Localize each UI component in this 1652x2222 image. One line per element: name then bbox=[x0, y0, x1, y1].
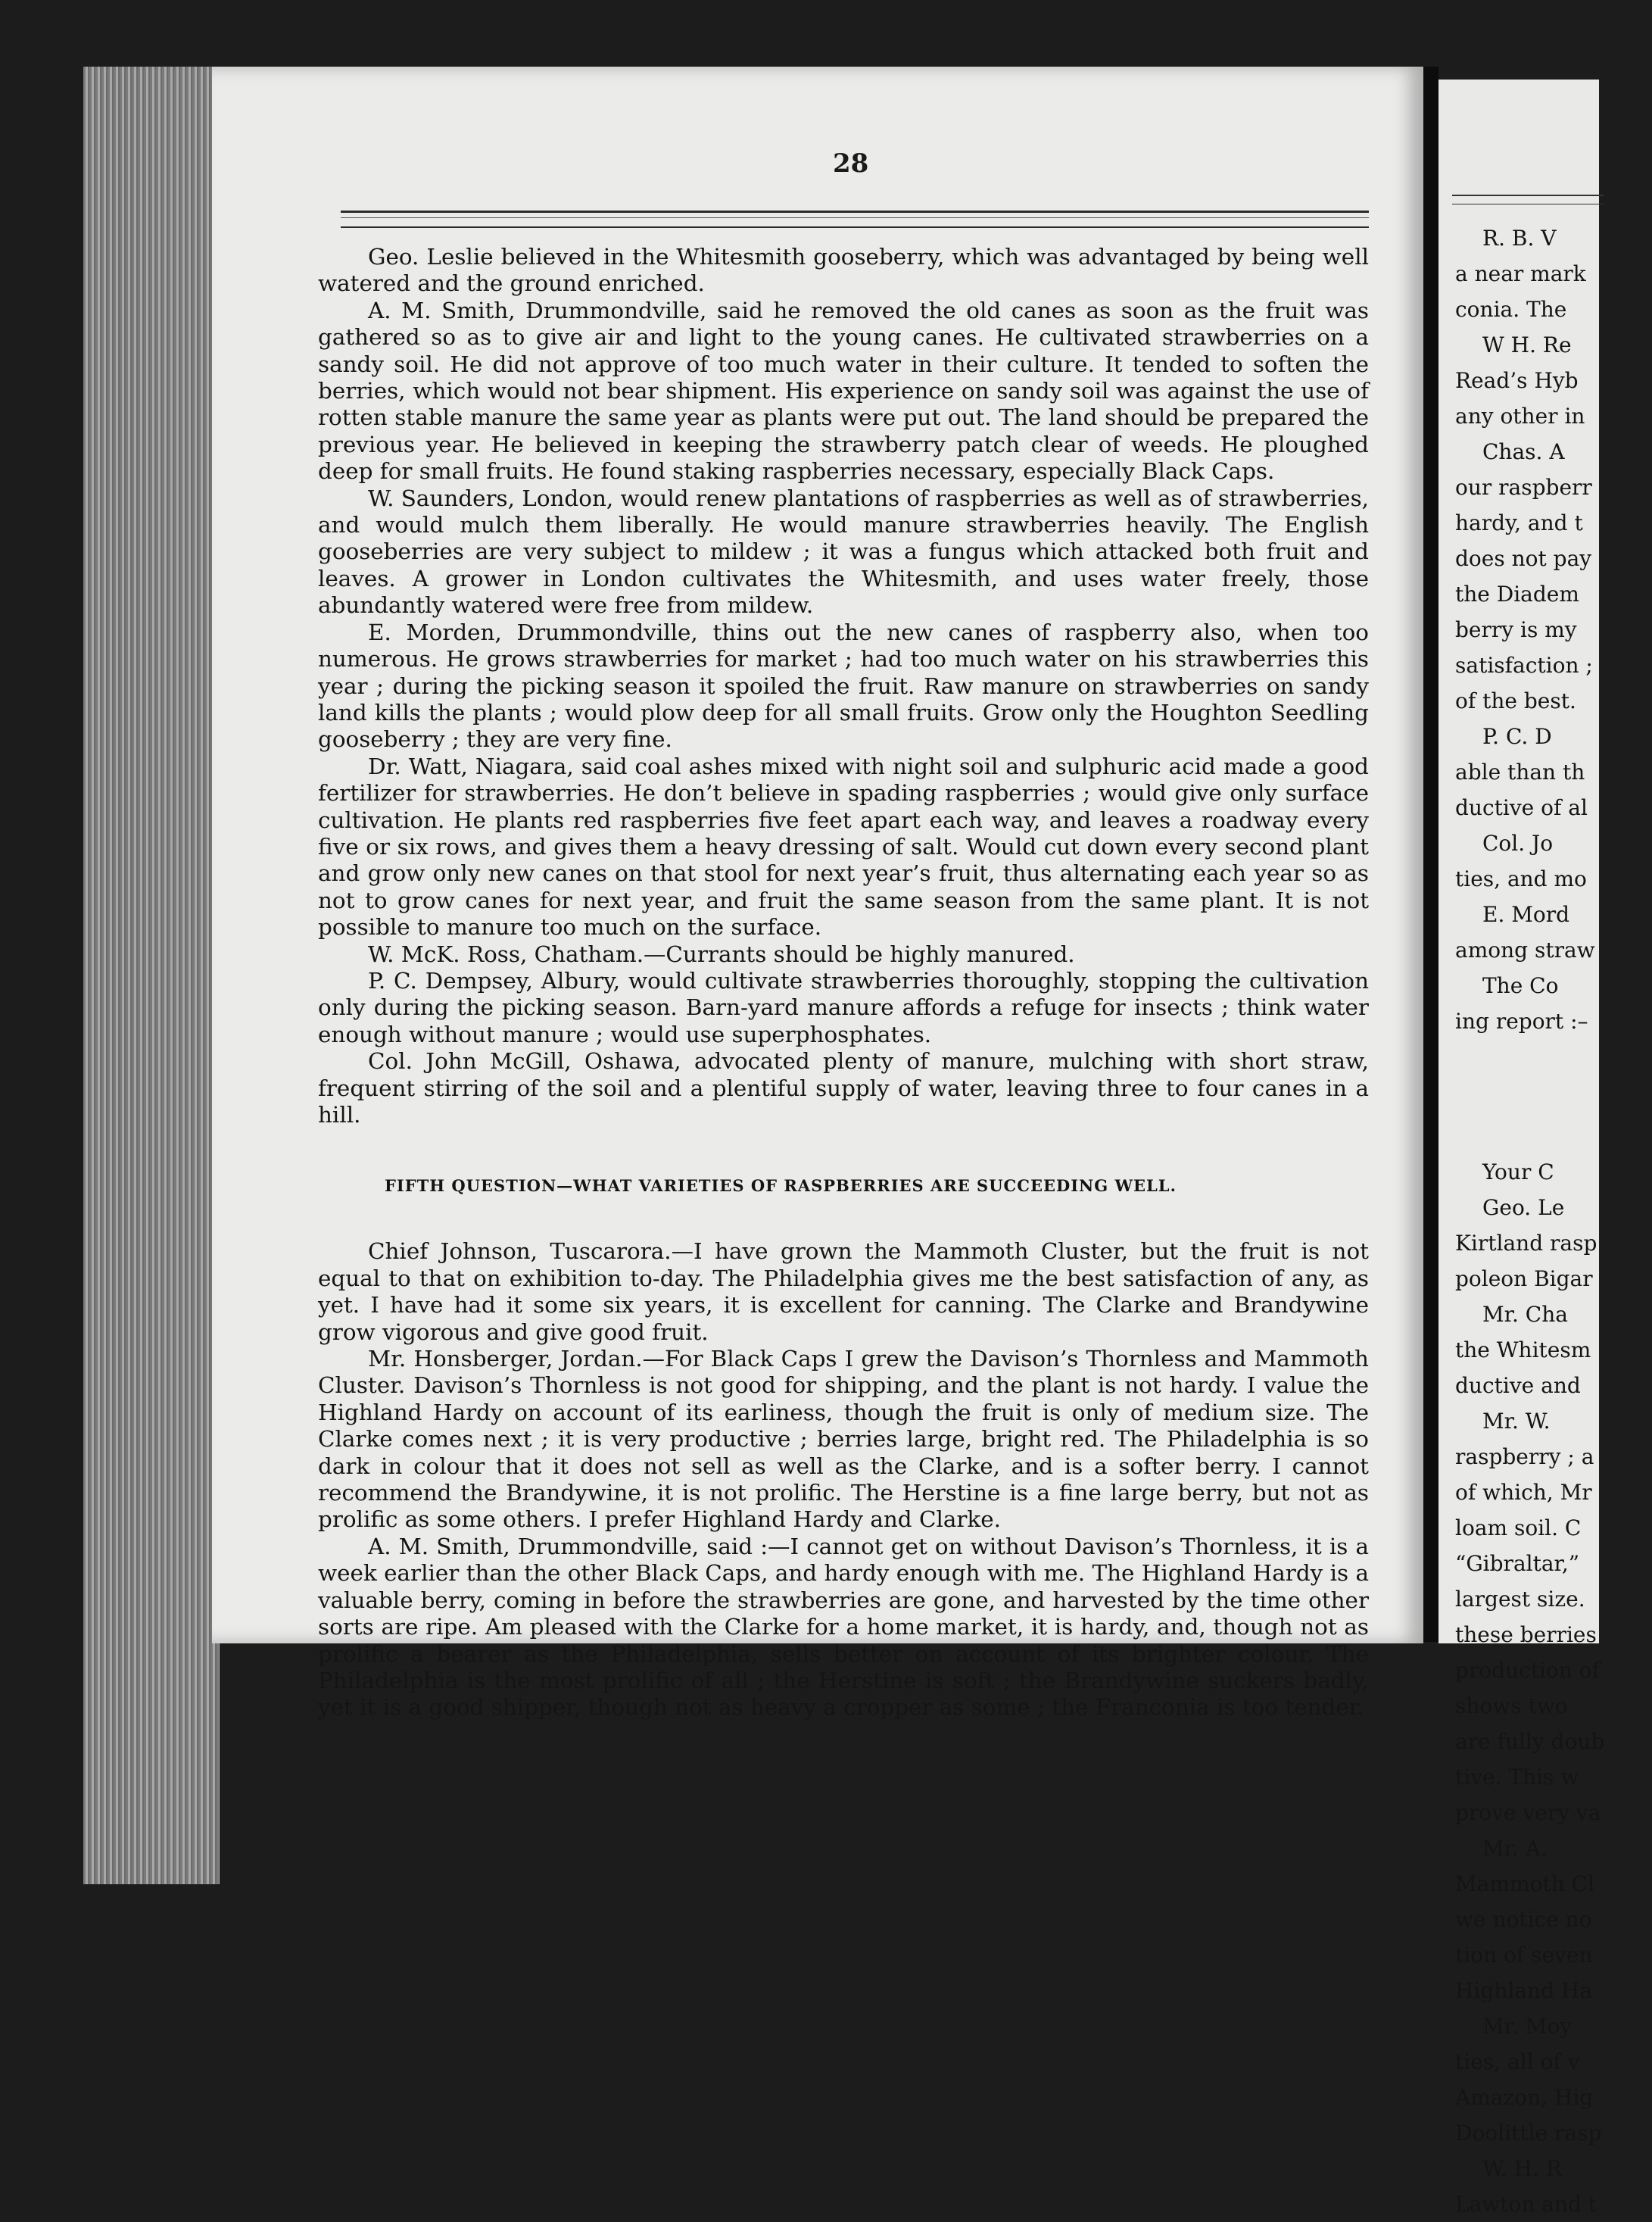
facing-page-line: hardy, and t bbox=[1455, 510, 1583, 535]
facing-page-line: are fully doub bbox=[1455, 1729, 1605, 1754]
facing-page-line: berry is my bbox=[1455, 617, 1577, 642]
facing-page-line: tive. This w bbox=[1455, 1765, 1579, 1790]
facing-page-line: the Whitesm bbox=[1455, 1337, 1591, 1362]
paragraph: W. McK. Ross, Chatham.—Currants should be highly manured. bbox=[368, 941, 1075, 967]
book-page-edges bbox=[83, 67, 220, 1884]
facing-page-line: R. B. V bbox=[1482, 226, 1557, 251]
facing-page-line: a near mark bbox=[1455, 261, 1586, 286]
facing-page-line: E. Mord bbox=[1482, 902, 1570, 927]
facing-page-line: Mr. A. bbox=[1482, 1836, 1548, 1861]
facing-page-line: Your C bbox=[1482, 1159, 1554, 1184]
facing-page-line: P. C. D bbox=[1482, 724, 1552, 749]
facing-page-line: of which, Mr bbox=[1455, 1480, 1592, 1505]
facing-page-line: Amazon, Hig bbox=[1455, 2085, 1594, 2110]
facing-page-line: ductive and bbox=[1455, 1373, 1581, 1398]
paragraph: A. M. Smith, Drummondville, said :—I cannot get on without Davison’s Thornless, it is a week earlier than the other Black Caps, and hardy enough with me. The Highland Hardy is a valuable berry, coming in before the strawberries are gone, and harvested by the time other sorts are ripe. Am pleased with the Clarke for a home market, it is hardy, and, though not as prolific a bearer as the Philadelphia, sells better on account of its brighter colour. The Philadelphia is the most prolific of all ; the Herstine is soft ; the Brandywine suckers badly, yet it is a good shipper, though not as heavy a cropper as some ; the Franconia is too tender. bbox=[318, 1533, 1369, 1721]
facing-page-text bbox=[1455, 220, 1652, 2222]
facing-page-line: Doolittle rasp bbox=[1455, 2121, 1602, 2146]
facing-page-line: tion of seven bbox=[1455, 1943, 1593, 1968]
facing-page-line: “Gibraltar,” bbox=[1455, 1551, 1580, 1576]
facing-page bbox=[1438, 80, 1605, 2217]
facing-page-line: Mr. Moy bbox=[1482, 2014, 1573, 2039]
facing-page-line: shows two bbox=[1455, 1693, 1568, 1718]
facing-page-line: among straw bbox=[1455, 938, 1595, 963]
facing-page-line: the Diadem bbox=[1455, 582, 1579, 607]
facing-page-line: Mr. W. bbox=[1482, 1409, 1551, 1434]
facing-page-line: Mr. Cha bbox=[1482, 1302, 1568, 1327]
paragraph: E. Morden, Drummondville, thins out the new canes of raspberry also, when too numerous. He grows strawberries for market ; had too much water on his strawberries this year ; during the picking season it spoiled the fruit. Raw manure on strawberries on sandy land kills the plants ; would plow deep for all small fruits. Grow only the Houghton Seedling gooseberry ; they are very fine. bbox=[318, 619, 1369, 753]
facing-page-line: any other in bbox=[1455, 404, 1585, 429]
facing-page-line: Read’s Hyb bbox=[1455, 368, 1579, 393]
facing-page-line: W H. Re bbox=[1482, 332, 1572, 357]
page-body bbox=[318, 244, 1369, 1721]
facing-page-line: able than th bbox=[1455, 760, 1585, 785]
paragraph: P. C. Dempsey, Albury, would cultivate strawberries thoroughly, stopping the cultivation only during the picking season. Barn-yard manure affords a refuge for insects ; think water enough without manure ; would use superphosphates. bbox=[318, 967, 1369, 1047]
facing-page-line: Lawton and t bbox=[1455, 2192, 1597, 2217]
facing-page-line: ties, and mo bbox=[1455, 866, 1587, 891]
facing-page-line: Mammoth Cl bbox=[1455, 1871, 1594, 1896]
paragraph: A. M. Smith, Drummondville, said he removed the old canes as soon as the fruit was gathered so as to give air and light to the young canes. He cultivated strawberries on a sandy soil. He did not approve of too much water in their culture. It tended to soften the berries, which would not bear shipment. His experience on sandy soil was against the use of rotten stable manure the same year as plants were put out. The land should be prepared the previous year. He believed in keeping the strawberry patch clear of weeds. He ploughed deep for small fruits. He found staking raspberries necessary, especially Black Caps. bbox=[318, 297, 1369, 485]
paragraph: Col. John McGill, Oshawa, advocated plenty of manure, mulching with short straw, frequent stirring of the soil and a plentiful supply of water, leaving three to four canes in a hill. bbox=[318, 1048, 1369, 1128]
facing-header-rule bbox=[1452, 195, 1604, 204]
facing-page-line: of the best. bbox=[1455, 688, 1576, 713]
facing-page-line: The Co bbox=[1482, 973, 1559, 998]
paragraph: W. Saunders, London, would renew plantations of raspberries as well as of strawberries, and would mulch them liberally. He would manure strawberries heavily. The English gooseberries are very subject to mildew ; it was a fungus which attacked both fruit and leaves. A grower in London cultivates the Whitesmith, and uses water freely, those abundantly watered were free from mildew. bbox=[318, 485, 1369, 619]
facing-page-line: these berries bbox=[1455, 1622, 1597, 1647]
facing-page-line: Geo. Le bbox=[1482, 1195, 1565, 1220]
facing-page-line: Kirtland rasp bbox=[1455, 1231, 1597, 1256]
facing-page-line: poleon Bigar bbox=[1455, 1266, 1593, 1291]
facing-page-line: prove very va bbox=[1455, 1800, 1601, 1825]
paragraph: Dr. Watt, Niagara, said coal ashes mixed with night soil and sulphuric acid made a good fertilizer for strawberries. He don’t believe in spading raspberries ; would give only surface cultivation. He plants red raspberries five feet apart each way, and leaves a roadway every five or six rows, and gives them a heavy dressing of salt. Would cut down every second plant and grow only new canes on that stool for next year’s fruit, thus alternating each year so as not to grow canes for next year, and fruit the same season from the same plant. It is not possible to manure too much on the surface. bbox=[318, 753, 1369, 941]
facing-page-line: W. H. R bbox=[1482, 2156, 1562, 2181]
facing-page-line: ductive of al bbox=[1455, 795, 1588, 820]
paragraph: Geo. Leslie believed in the Whitesmith gooseberry, which was advantaged by being well watered and the ground enriched. bbox=[318, 244, 1369, 297]
paragraph: Chief Johnson, Tuscarora.—I have grown the Mammoth Cluster, but the fruit is not equal to that on exhibition to-day. The Philadelphia gives me the best satisfaction of any, as yet. I have had it some six years, it is excellent for canning. The Clarke and Brandywine grow vigorous and give good fruit. bbox=[318, 1238, 1369, 1345]
facing-page-line bbox=[1455, 1097, 1652, 1154]
facing-page-line: satisfaction ; bbox=[1455, 653, 1593, 678]
header-rule bbox=[341, 211, 1369, 228]
facing-page-line: loam soil. C bbox=[1455, 1515, 1582, 1540]
facing-page-line: Col. Jo bbox=[1482, 831, 1554, 856]
facing-page-line: we notice no bbox=[1455, 1907, 1592, 1932]
page-number: 28 bbox=[833, 148, 869, 179]
facing-page-line: ties, all of v bbox=[1455, 2049, 1580, 2074]
facing-page-line: our raspberr bbox=[1455, 475, 1592, 500]
facing-page-line: Highland Ha bbox=[1455, 1978, 1592, 2003]
book-gutter bbox=[1423, 67, 1438, 1642]
facing-page-line: largest size. bbox=[1455, 1587, 1585, 1612]
facing-page-line: Chas. A bbox=[1482, 439, 1565, 464]
facing-page-line: raspberry ; a bbox=[1455, 1444, 1594, 1469]
section-heading: FIFTH QUESTION—WHAT VARIETIES OF RASPBERRIES ARE SUCCEEDING WELL. bbox=[385, 1176, 1177, 1196]
facing-page-line: production of bbox=[1455, 1658, 1601, 1683]
facing-page-line bbox=[1455, 1039, 1652, 1097]
paragraph: Mr. Honsberger, Jordan.—For Black Caps I grew the Davison’s Thornless and Mammoth Cluster. Davison’s Thornless is not good for shipping, and the plant is not hardy. I value the Highland Hardy on account of its earliness, though the fruit is only of medium size. The Clarke comes next ; it is very productive ; berries large, bright red. The Philadelphia is so dark in colour that it does not sell as well as the Clarke, and is a softer berry. I cannot recommend the Brandywine, it is not prolific. The Herstine is a fine large berry, but not as prolific as some others. I prefer Highland Hardy and Clarke. bbox=[318, 1346, 1369, 1533]
facing-page-line: conia. The bbox=[1455, 297, 1567, 322]
facing-page-line: does not pay bbox=[1455, 546, 1592, 571]
facing-page-line: ing report :– bbox=[1455, 1009, 1588, 1034]
